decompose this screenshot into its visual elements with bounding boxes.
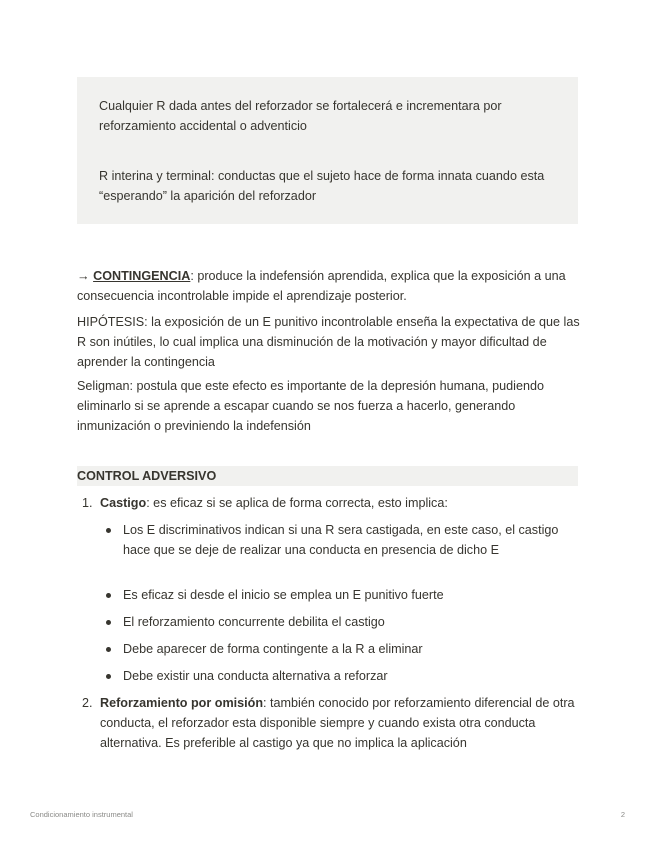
numbered-item-castigo — [77, 493, 578, 513]
callout-paragraph-2: R interina y terminal: conductas que el sujeto hace de forma innata cuando esta “esperando” la aparición del reforzador — [99, 169, 545, 203]
item-number: 1. — [82, 496, 93, 510]
list-item — [106, 585, 576, 605]
callout-box — [77, 77, 578, 224]
list-item — [106, 612, 576, 632]
bullet-icon — [106, 593, 111, 598]
seligman-paragraph: Seligman: postula que este efecto es importante de la depresión humana, pudiendo eliminarlo si se aprende a escapar cuando se nos fuerza a hacerlo, generando inmunización o previniendo la indefensión — [77, 379, 544, 433]
bullet-text: Debe aparecer de forma contingente a la R a eliminar — [123, 642, 423, 656]
contingencia-text: : produce la indefensión aprendida, explica que la exposición a una consecuencia incontrolable impide el aprendizaje posterior. — [77, 269, 566, 303]
reforzamiento-term: Reforzamiento por omisión — [100, 696, 264, 710]
list-item — [106, 520, 576, 560]
list-item — [106, 666, 576, 686]
bullet-icon — [106, 528, 111, 533]
page-number: 2 — [620, 810, 625, 819]
numbered-item-reforzamiento — [77, 693, 578, 753]
footer-title: Condicionamiento instrumental — [30, 810, 133, 819]
bullet-icon — [106, 620, 111, 625]
bullet-text: Los E discriminativos indican si una R sera castigada, en este caso, el castigo hace que se deje de realizar una conducta en presencia de dicho E — [123, 523, 559, 557]
arrow-icon: → — [77, 269, 90, 283]
bullet-text: El reforzamiento concurrente debilita el castigo — [123, 615, 385, 629]
castigo-term: Castigo — [100, 496, 147, 510]
hipotesis-paragraph: HIPÓTESIS: la exposición de un E punitivo incontrolable enseña la expectativa de que las R son inútiles, lo cual implica una disminución de la motivación y mayor dificultad de aprender la contingencia — [77, 315, 580, 369]
castigo-text: : es eficaz si se aplica de forma correcta, esto implica: — [146, 496, 448, 510]
bullet-icon — [106, 674, 111, 679]
bullet-text: Es eficaz si desde el inicio se emplea un E punitivo fuerte — [123, 588, 444, 602]
contingencia-paragraph — [77, 266, 582, 306]
item-number: 2. — [82, 696, 93, 710]
contingencia-term: CONTINGENCIA — [93, 269, 191, 283]
list-item — [106, 639, 576, 659]
bullet-icon — [106, 647, 111, 652]
bullet-text: Debe existir una conducta alternativa a reforzar — [123, 669, 388, 683]
control-adversivo-heading: CONTROL ADVERSIVO — [77, 466, 578, 486]
callout-paragraph-1: Cualquier R dada antes del reforzador se fortalecerá e incrementara por reforzamiento accidental o adventicio — [99, 99, 502, 133]
reforzamiento-text: : también conocido por reforzamiento diferencial de otra conducta, el reforzador esta disponible siempre y cuando exista otra conducta alternativa. Es preferible al castigo ya que no implica la aplicación — [100, 696, 575, 750]
